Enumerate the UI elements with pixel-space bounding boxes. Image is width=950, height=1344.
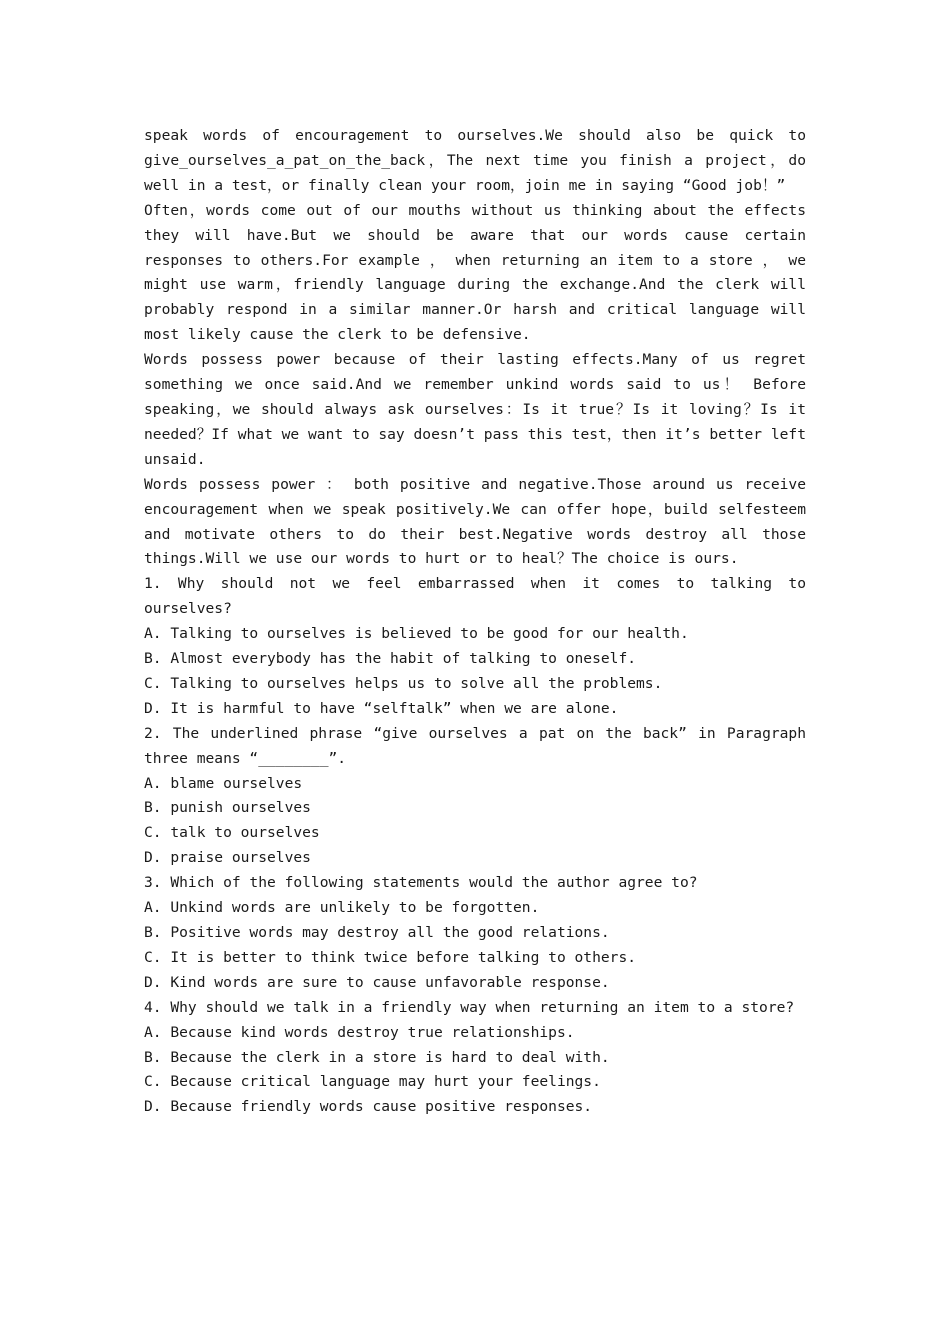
- option-d: D. Because friendly words cause positive responses.: [144, 1098, 593, 1116]
- question-stem: 1. Why should not we feel embarrassed when it comes to talking to ourselves?: [144, 575, 806, 618]
- passage-paragraph-1: speak words of encouragement to ourselves.We should also be quick to give_ourselves_a_pat_on_the_back，The next time you finish a project，do well in a test，or finally clean your room，join me in saying “Good job！”: [144, 127, 806, 194]
- option-a: A. blame ourselves: [144, 774, 303, 792]
- option-b: B. punish ourselves: [144, 799, 311, 817]
- passage-paragraph-4: Words possess power ： both positive and negative.Those around us receive encouragement when we speak positively.We can offer hope，build selfesteem and motivate others to do their best.Negative words destroy all those things.Will we use our words to hurt or to heal？The choice is ours.: [144, 475, 806, 568]
- option-d: D. It is harmful to have “selftalk” when we are alone.: [144, 699, 619, 717]
- option-c: C. Because critical language may hurt your feelings.: [144, 1073, 601, 1091]
- question-2: [144, 722, 806, 871]
- passage-paragraph-2: Often，words come out of our mouths without us thinking about the effects they will have.But we should be aware that our words cause certain responses to others.For example ， when returning an item to a store ， we might use warm，friendly language during the exchange.And the clerk will probably respond in a similar manner.Or harsh and critical language will most likely cause the clerk to be defensive.: [144, 201, 806, 344]
- question-3: [144, 871, 806, 996]
- option-d: D. praise ourselves: [144, 849, 311, 867]
- option-b: B. Almost everybody has the habit of talking to oneself.: [144, 650, 637, 668]
- option-b: B. Because the clerk in a store is hard to deal with.: [144, 1048, 610, 1066]
- option-d: D. Kind words are sure to cause unfavorable response.: [144, 973, 610, 991]
- question-4: [144, 996, 806, 1121]
- option-b: B. Positive words may destroy all the good relations.: [144, 924, 610, 941]
- question-stem: 4. Why should we talk in a friendly way when returning an item to a store?: [144, 998, 795, 1016]
- question-stem: 2. The underlined phrase “give ourselves a pat on the back” in Paragraph three means “________”.: [144, 724, 806, 767]
- option-c: C. talk to ourselves: [144, 824, 320, 842]
- option-a: A. Unkind words are unlikely to be forgotten.: [144, 899, 540, 917]
- option-c: C. Talking to ourselves helps us to solve all the problems.: [144, 674, 663, 692]
- option-a: A. Talking to ourselves is believed to be good for our health.: [144, 625, 689, 643]
- option-a: A. Because kind words destroy true relationships.: [144, 1023, 575, 1041]
- question-1: [144, 572, 806, 721]
- option-c: C. It is better to think twice before talking to others.: [144, 948, 637, 966]
- question-stem: 3. Which of the following statements would the author agree to?: [144, 874, 698, 892]
- document-page: [144, 124, 806, 1120]
- passage-paragraph-3: Words possess power because of their lasting effects.Many of us regret something we once said.And we remember unkind words said to us！ Before speaking，we should always ask ourselves：Is it true？Is it loving？Is it needed？If what we want to say doesn’t pass this test，then it’s better left unsaid.: [144, 351, 806, 468]
